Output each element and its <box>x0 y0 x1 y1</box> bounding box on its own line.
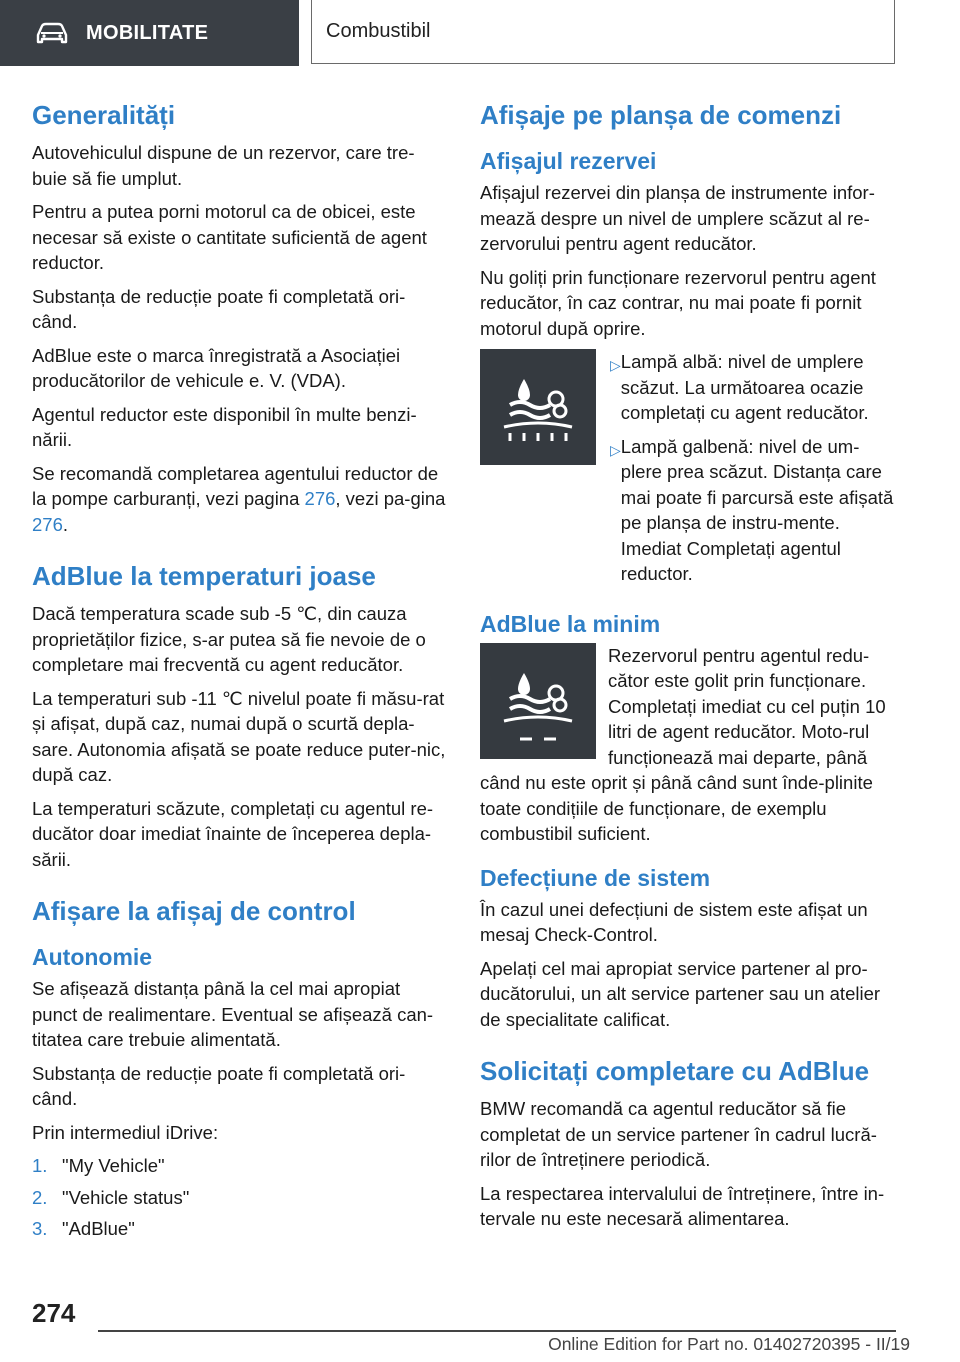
paragraph: Rezervorul pentru agentul redu-cător este golit prin funcționare. Completați imediat cu cel puțin 10 litri de agent reducător. Moto-rul funcționează mai departe, până când nu este oprit și până când sunt înde-plinite toate condițiile de funcționare, de exemplu combustibil suficient. <box>480 644 886 844</box>
adblue-warning-icon <box>480 349 596 465</box>
idrive-steps <box>32 1153 448 1242</box>
paragraph: La respectarea intervalului de întreținere, între in-tervale nu este necesară alimentarea. <box>480 1182 885 1229</box>
heading-cold: AdBlue la temperaturi joase <box>32 561 376 591</box>
adblue-empty-icon <box>480 643 596 759</box>
paragraph: Substanța de reducție poate fi completată ori-când. <box>32 1062 406 1109</box>
list-item: ▷ Lampă galbenă: nivel de um-plere prea scăzut. Distanța care mai poate fi parcursă este afișată pe planșa de instru-mente. Imediat Completați agentul reductor. <box>610 434 896 587</box>
heading-system-fault: Defecțiune de sistem <box>480 864 711 891</box>
paragraph: Afișajul rezervei din planșa de instrumente infor-mează despre un nivel de umplere scăzut al re-zervorului pentru agent reducător. <box>480 182 875 254</box>
list-item: 3. "AdBlue" <box>32 1218 135 1239</box>
heading-autonomy: Autonomie <box>32 944 153 970</box>
paragraph: La temperaturi sub -11 ℃ nivelul poate fi măsu-rat și afișat, după caz, numai după o scurtă depla-sare. Autonomia afișată se poate reduce puter-nic, după caz. <box>32 687 446 785</box>
heading-adblue-min: AdBlue la minim <box>480 610 661 637</box>
section-tab[interactable] <box>0 0 299 66</box>
paragraph: Nu goliți prin funcționare rezervorul pentru agent reducător, în caz contrar, nu mai poate fi pornit motorul după oprire. <box>480 266 876 339</box>
lamp-list <box>610 349 896 595</box>
heading-control-display: Afișare la afișaj de control <box>32 896 356 926</box>
lamp-section <box>480 349 896 595</box>
heading-panel-displays: Afișaje pe planșa de comenzi <box>480 100 842 130</box>
chapter-tab[interactable] <box>311 0 895 64</box>
paragraph: Apelați cel mai apropiat service partener al pro-ducătorului, un alt service partener sau un atelier de specialitate calificat. <box>480 957 881 1030</box>
chapter-label: Combustibil <box>326 20 431 42</box>
right-column <box>480 98 896 1240</box>
paragraph-with-links: Se recomandă completarea agentului reductor de la pompe carburanți, vezi pagina 276, vezi pa-gina 276. <box>32 462 446 535</box>
paragraph: Autovehiculul dispune de un rezervor, care tre-buie să fie umplut. <box>32 142 415 189</box>
list-item: 2. "Vehicle status" <box>32 1186 190 1208</box>
paragraph: Pentru a putea porni motorul ca de obicei, este necesar să existe o cantitate suficientă de agent reductor. <box>32 201 427 273</box>
paragraph: La temperaturi scăzute, completați cu agentul re-ducător doar imediat înainte de începerea depla-sării. <box>32 797 434 870</box>
heading-general: Generalități <box>32 100 176 130</box>
paragraph: Substanța de reducție poate fi completată ori-când. <box>32 285 406 332</box>
left-column <box>32 98 448 1248</box>
min-section <box>480 643 896 847</box>
bullet-triangle-icon: ▷ <box>610 357 621 373</box>
heading-request-refill: Solicitați completare cu AdBlue <box>480 1056 870 1086</box>
list-item: ▷ Lampă albă: nivel de umplere scăzut. La următoarea ocazie completați cu agent reducător. <box>610 349 896 426</box>
page-link[interactable]: 276 <box>32 513 63 535</box>
edition-note: Online Edition for Part no. 01402720395 - II/19 <box>548 1334 910 1354</box>
paragraph: Agentul reductor este disponibil în multe benzi-nării. <box>32 403 417 450</box>
footer-divider <box>98 1330 896 1332</box>
page-link[interactable]: 276 <box>304 488 336 509</box>
bullet-triangle-icon: ▷ <box>610 441 621 458</box>
paragraph: Dacă temperatura scade sub -5 ℃, din cauza proprietăților fizice, s-ar putea să fie nevoie de o completare mai frecventă cu agent reducător. <box>32 603 426 675</box>
page-number: 274 <box>32 1298 76 1328</box>
paragraph: AdBlue este o marca înregistrată a Asociației producătorilor de vehicule e. V. (VDA). <box>32 344 401 391</box>
heading-reserve: Afișajul rezervei <box>480 148 657 174</box>
paragraph: Prin intermediul iDrive: <box>32 1121 219 1143</box>
paragraph: Se afișează distanța până la cel mai apropiat punct de realimentare. Eventual se afișează can-titatea care trebuie alimentată. <box>32 978 434 1050</box>
paragraph: În cazul unei defecțiuni de sistem este afișat un mesaj Check-Control. <box>480 898 868 945</box>
list-item: 1. "My Vehicle" <box>32 1155 165 1176</box>
page-header <box>0 0 960 66</box>
section-label: MOBILITATE <box>86 21 209 44</box>
paragraph: BMW recomandă ca agentul reducător să fie completat de un service partener în cadrul lucră-rilor de întreținere periodică. <box>480 1098 877 1170</box>
car-icon <box>34 21 70 45</box>
